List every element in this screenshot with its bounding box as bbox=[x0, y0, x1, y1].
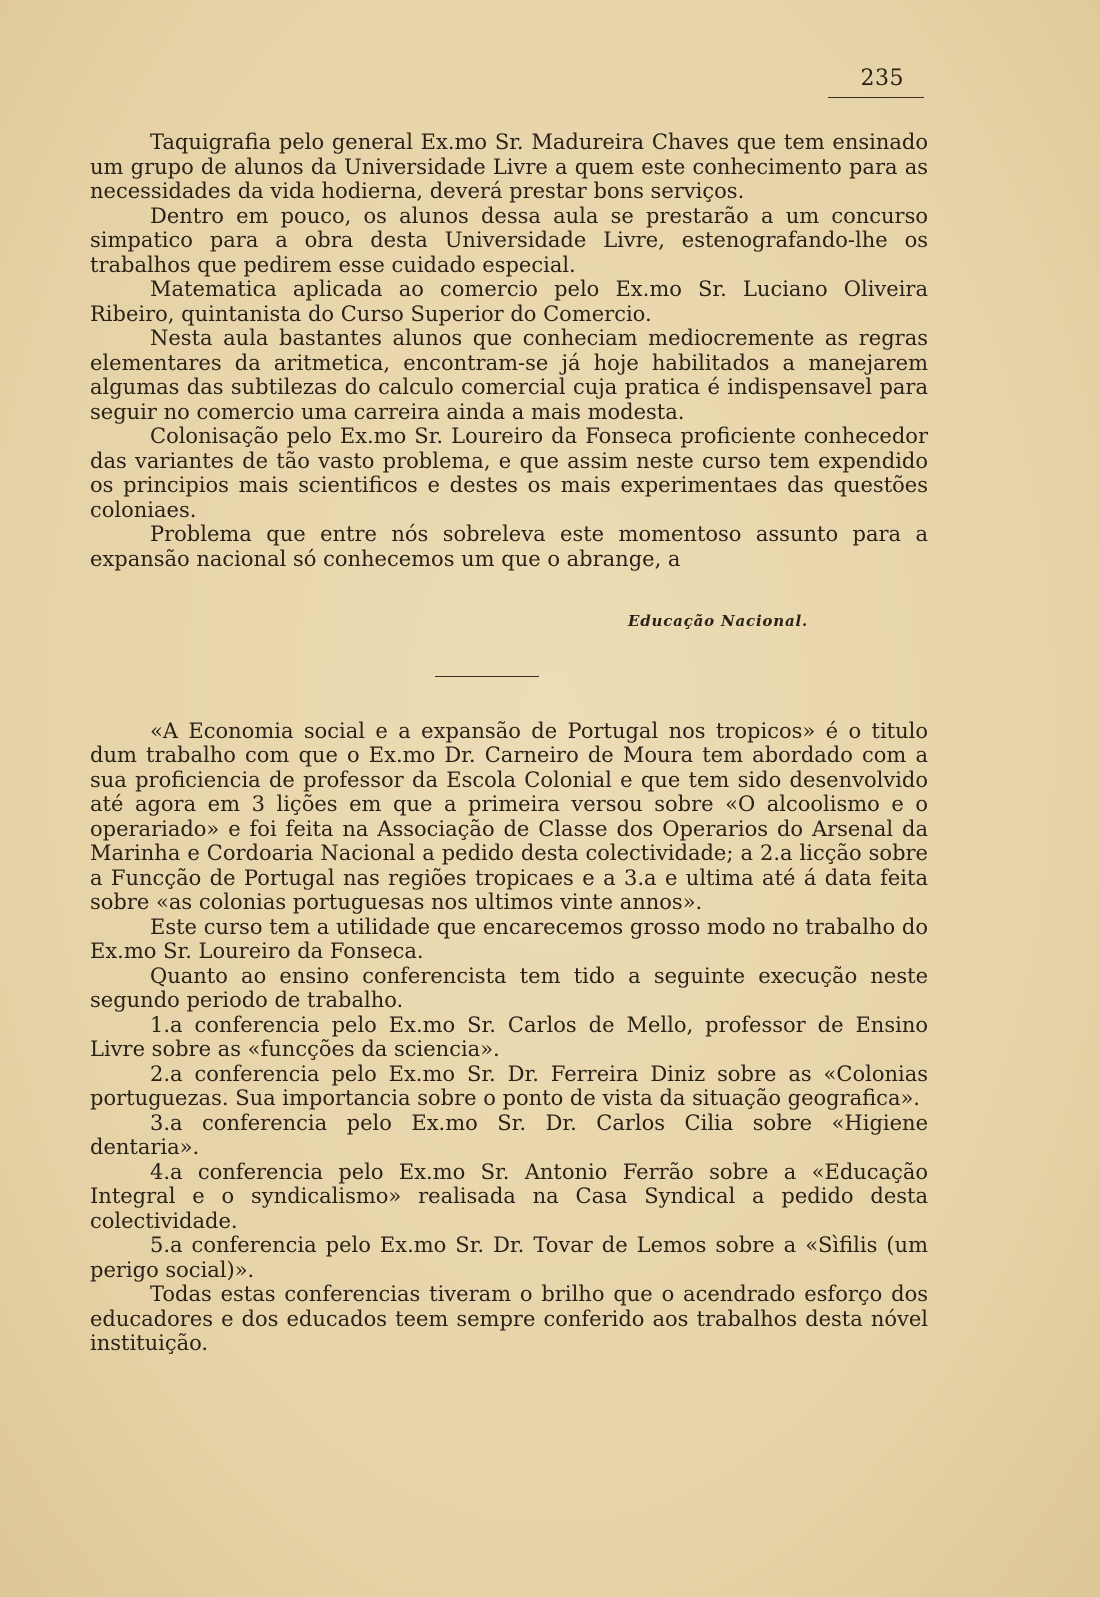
signature: Educação Nacional. bbox=[628, 612, 808, 630]
paragraph: Dentro em pouco, os alunos dessa aula se prestarão a um concurso simpatico para a obra desta Universidade Livre, estenografando-lhe os trabalhos que pedirem esse cuidado especial. bbox=[90, 203, 928, 277]
paragraph: Problema que entre nós sobreleva este momentoso assunto para a expansão nacional só conhecemos um que o abrange, a bbox=[90, 522, 928, 571]
paragraph: Matematica aplicada ao comercio pelo Ex.mo Sr. Luciano Oliveira Ribeiro, quintanista do Curso Superior do Comercio. bbox=[90, 277, 928, 326]
paragraph: Todas estas conferencias tiveram o brilho que o acendrado esforço dos educadores e dos educados teem sempre conferido aos trabalhos desta nóvel instituição. bbox=[90, 1282, 928, 1355]
paragraph: Nesta aula bastantes alunos que conheciam mediocremente as regras elementares da aritmetica, encontram-se já hoje habilitados a manejarem algumas das subtilezas do calculo comercial cuja pratica é indispensavel para seguir no comercio uma carreira ainda a mais modesta. bbox=[90, 326, 928, 424]
paragraph: Taquigrafia pelo general Ex.mo Sr. Madureira Chaves que tem ensinado um grupo de alunos da Universidade Livre a quem este conhecimento para as necessidades da vida hodierna, deverá prestar bons serviços. bbox=[90, 130, 928, 203]
paragraph: Este curso tem a utilidade que encarecemos grosso modo no trabalho do Ex.mo Sr. Loureiro da Fonseca. bbox=[90, 914, 928, 963]
section-divider bbox=[435, 676, 539, 677]
paragraph: «A Economia social e a expansão de Portugal nos tropicos» é o titulo dum trabalho com que o Ex.mo Dr. Carneiro de Moura tem abordado com a sua proficiencia de professor da Escola Colonial e que tem sido desenvolvido até agora em 3 lições em que a primeira versou sobre «O alcoolismo e o operariado» e foi feita na Associação de Classe dos Operarios do Arsenal da Marinha e Cordoaria Nacional a pedido desta colectividade; a 2.a licção sobre a Funcção de Portugal nas regiões tropicaes e a 3.a e ultima até á data feita sobre «as colonias portuguesas nos ultimos vinte annos». bbox=[90, 718, 928, 914]
page-header bbox=[828, 66, 924, 98]
page-body bbox=[90, 130, 928, 1356]
list-item: 3.a conferencia pelo Ex.mo Sr. Dr. Carlos Cilia sobre «Higiene dentaria». bbox=[90, 1110, 928, 1159]
list-item: 4.a conferencia pelo Ex.mo Sr. Antonio Ferrão sobre a «Educação Integral e o syndicalismo» realisada na Casa Syndical a pedido desta colectividade. bbox=[90, 1159, 928, 1233]
paragraph: Quanto ao ensino conferencista tem tido a seguinte execução neste segundo periodo de trabalho. bbox=[90, 963, 928, 1012]
list-item: 5.a conferencia pelo Ex.mo Sr. Dr. Tovar de Lemos sobre a «Sìfilis (um perigo social)». bbox=[90, 1233, 928, 1282]
page-number: 235 bbox=[860, 66, 904, 91]
list-item: 2.a conferencia pelo Ex.mo Sr. Dr. Ferreira Diniz sobre as «Colonias portuguezas. Sua importancia sobre o ponto de vista da situação geografica». bbox=[90, 1061, 928, 1110]
paragraph: Colonisação pelo Ex.mo Sr. Loureiro da Fonseca proficiente conhecedor das variantes de tão vasto problema, e que assim neste curso tem expendido os principios mais scientificos e destes os mais experimentaes das questões coloniaes. bbox=[90, 424, 928, 522]
list-item: 1.a conferencia pelo Ex.mo Sr. Carlos de Mello, professor de Ensino Livre sobre as «funcções da sciencia». bbox=[90, 1012, 928, 1061]
